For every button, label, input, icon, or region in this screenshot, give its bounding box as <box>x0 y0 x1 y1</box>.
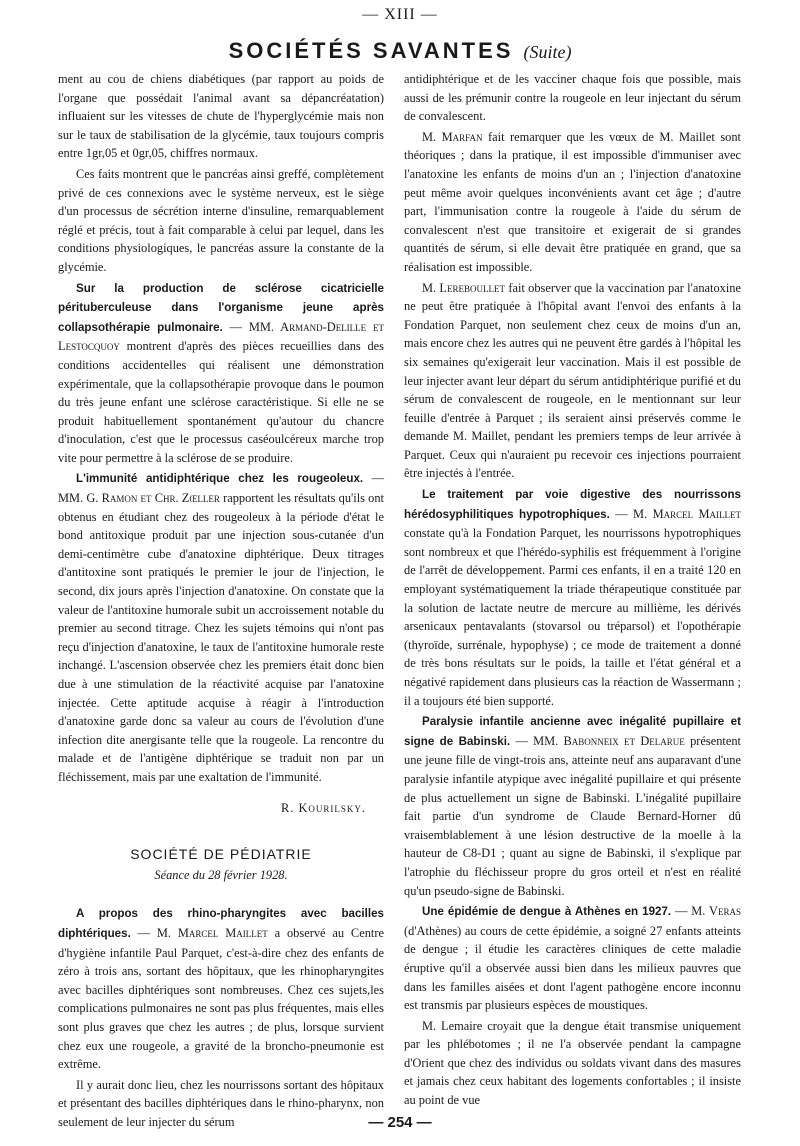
article-body: fait observer que la vaccination par l'anatoxine ne peut être pratiquée à l'hôpital avant l'envoi des enfants à la Fondation Parquet, non seulement chez ceux de moins d'un an, mais encore chez les autres qui ne peuvent être gardés à l'hôpital les six semaines qu'exigerait leur vaccination. Mais il est possible de leur injecter avant leur départ du sérum antidiphtérique purifié et du sérum de convalescent de rougeole, en le mentionnant sur leur feuille d'entrée à Parquet ; ils seraient ainsi préservés comme le demande M. Maillet, pendant les premiers temps de leur arrivée à Parquet. Ceux qui n'auraient pu recevoir ces injections pourraient être injectés à l'entrée. <box>404 280 741 481</box>
article-heading: A propos des rhino-pharyngites avec bacilles diphtériques. <box>58 907 384 940</box>
article-authors: — MM. G. Ramon et Chr. Zœller <box>58 471 384 506</box>
session-date: Séance du 28 février 1928. <box>154 867 288 882</box>
paragraph <box>58 904 384 1073</box>
page-number: — 254 — <box>368 1114 432 1131</box>
paragraph: Ces faits montrent que le pancréas ainsi greffé, complètement privé de ces connexions avec le système nerveux, est le siège d'un processus de sécrétion interne d'insuline, remarquablement réglé et précis, tout à fait comparable à celui par lequel, dans les conditions physiologiques, le pancréas assure la constante de la glycémie. <box>58 166 384 274</box>
article-heading: L'immunité antidiphtérique chez les rougeoleux. <box>76 472 364 486</box>
paragraph: M. Lemaire croyait que la dengue était transmise uniquement par les phlébotomes ; il ne l'a observée pendant la campagne d'Orient que chez des individus ou soldats vivant dans des masures et jamais chez ceux habitant des logements confortables ; il insiste au point de vue <box>404 1018 741 1108</box>
paragraph <box>404 485 741 710</box>
article-heading: Une épidémie de dengue à Athènes en 1927. <box>422 905 672 919</box>
article-body: (d'Athènes) au cours de cette épidémie, a soigné 27 enfants atteints de dengue ; il étudie les caractères cliniques de cette maladie éruptive qu'il a observée aussi bien dans les milieux pauvres que dans les familles aisées et dont l'agent pathogène encore inconnu est transmis par plusieurs espèces de moustiques. <box>404 923 741 1013</box>
header-title: SOCIÉTÉS SAVANTES <box>228 38 514 63</box>
article-body: montrent d'après des pièces recueillies dans des conditions accidentelles qui réalisent une démonstration expérimentale, que la collapsothérapie provoque dans le poumon du très jeune enfant une sclérose caractéristique. Si elle ne se produit habituellement spontanément qu'autour du chancre d'inoculation, c'est que le processus caséoulcéreux marche trop vite pour permettre à la sclérose de se produire. <box>58 339 384 465</box>
article-body: fait remarquer que les vœux de M. Maillet sont théoriques ; dans la pratique, il est impossible d'immuniser avec l'anatoxine les enfants de moins d'un an ; l'injection d'anatoxine peut même avoir quelques inconvénients avant cet âge ; d'autre part, l'immunisation contre la rougeole à l'aide du sérum de convalescent n'est que transitoire et exigerait de si grandes quantités de sérum, si elle devait être pratiquée en grand, que sa réalisation est impossible. <box>404 129 741 274</box>
signature-text: R. Kourilsky. <box>280 800 366 815</box>
header-suite: (Suite) <box>523 42 572 62</box>
article-authors: — MM. Armand-Delille et Lestocquoy <box>58 319 385 354</box>
article-authors: — M. Veras <box>675 904 741 919</box>
article-authors: — M. Marcel Maillet <box>615 506 741 521</box>
right-column <box>404 70 741 1112</box>
article-body: présentent une jeune fille de vingt-trois ans, atteinte neuf ans auparavant d'une paralysie infantile atypique avec inégalité pupillaire et qui présente de plus actuellement un signe de Babinski. L'inégalité pupillaire fait partie d'un syndrome de Claude Bernard-Horner dû vraisemblablement à une lésion destructive de la moelle à la hauteur de C8-D1 ; quant au signe de Babinski, il s'explique par l'atrophie du fléchisseur propre du gros orteil et n'est en réalité qu'un pseudo-signe de Babinski. <box>404 733 741 898</box>
article-authors: — MM. Babonneix et Delarue <box>515 733 685 748</box>
paragraph <box>404 712 741 900</box>
article-body: constate qu'à la Fondation Parquet, les nourrissons hypotrophiques sont nombreux et que l'hérédo-syphilis est fréquemment à l'origine de l'arrêt de développement. Parmi ces enfants, il en a traité 120 en employant systématiquement la triade thérapeutique constituée par la solution de lactate neutre de mercure au millième, les dérivés arsenicaux pentavalants (stovarsol ou tréparsol) et l'opothérapie (thyroïde, surrénale, hypophyse) ; ce mode de traitement a donné de très bons résultats sur le poids, la taille et l'état général et a négativé rapidement dans plusieurs cas la réaction de Wassermann ; il a toujours été bien supporté. <box>404 526 741 708</box>
article-heading: Le traitement par voie digestive des nourrissons hérédosyphilitiques hypotrophiques. <box>404 488 741 521</box>
running-header <box>0 38 800 64</box>
article-body: a observé au Centre d'hygiène infantile Paul Parquet, c'est-à-dire chez des enfants de zéro à trois ans, sortant des hôpitaux, que les rhinopharyngites avec bacilles diphtériques sont nombreuses. Chez ces sujets,les complications pulmonaires ne sont pas plus fréquentes, mais elles sont plus graves que chez les autres ; de plus, lorsque survient chez eux une rougeole, a gravité de la broncho-pneumonie est extrême. <box>58 925 384 1072</box>
article-heading: Sur la production de sclérose cicatricielle pérituberculeuse dans l'organisme jeune après collapsothérapie pulmonaire. <box>58 281 384 334</box>
roman-page-number: — XIII — <box>362 6 438 23</box>
paragraph <box>58 279 384 468</box>
article-authors: — M. Marcel Maillet <box>137 925 268 940</box>
paragraph <box>58 469 384 786</box>
paragraph <box>404 128 741 277</box>
speaker-name: M. Marfan <box>422 129 483 144</box>
article-body: rapportent les résultats qu'ils ont obtenus en étudiant chez des rougeoleux à la période d'état le bond antitoxique produit par une injection sous-cutanée d'un demi-centimètre cube d'anatoxine diphtérique. Deux titrages d'antitoxine sont pratiqués le premier le jour de l'injection, le second, dix jours après l'injection d'anatoxine. On constate que la valeur de l'antitoxine humorale subit un accroissement notable du premier au second titrage. Chez les sujets témoins qui n'ont pas reçu d'injection d'anatoxine, le taux de l'antitoxine humorale reste inchangé. L'ascension observée chez les premiers était donc bien due à une stimulation de la réactivité acquise par l'anatoxine injectée. Cette aptitude acquise à réagir à l'introduction d'anatoxine garde donc sa valeur au cours de l'évolution d'une infection dite anergisante telle que la rougeole. La rencontre du malade et de l'antigène diphtérique se traduit non par un fléchissement, mais par une exaltation de l'immunité. <box>58 491 384 784</box>
speaker-name: M. Lereboullet <box>422 280 505 295</box>
paragraph: ment au cou de chiens diabétiques (par rapport au poids de l'organe que possédait l'animal avant sa dépancréatation) influaient sur les vitesses de chute de l'hyperglycémie mais non sur le taux de stabilisation de la glycémie, taux toujours compris entre 1gr,05 et 0gr,05, chiffres normaux. <box>58 72 384 161</box>
signature <box>58 799 366 818</box>
paragraph: Il y aurait donc lieu, chez les nourrissons sortant des hôpitaux et présentant des bacilles diphtériques dans le rhino-pharynx, non seulement de leur injecter du sérum <box>58 1077 384 1129</box>
left-column <box>58 70 384 1133</box>
article-heading: Paralysie infantile ancienne avec inégalité pupillaire et signe de Babinski. <box>404 715 741 748</box>
section-title: SOCIÉTÉ DE PÉDIATRIE <box>130 846 312 863</box>
paragraph: antidiphtérique et de les vacciner chaque fois que possible, mais aussi de les prémunir contre la rougeole en leur injectant du sérum de convalescent. <box>404 72 741 124</box>
paragraph <box>404 902 741 1015</box>
paragraph <box>404 279 741 484</box>
